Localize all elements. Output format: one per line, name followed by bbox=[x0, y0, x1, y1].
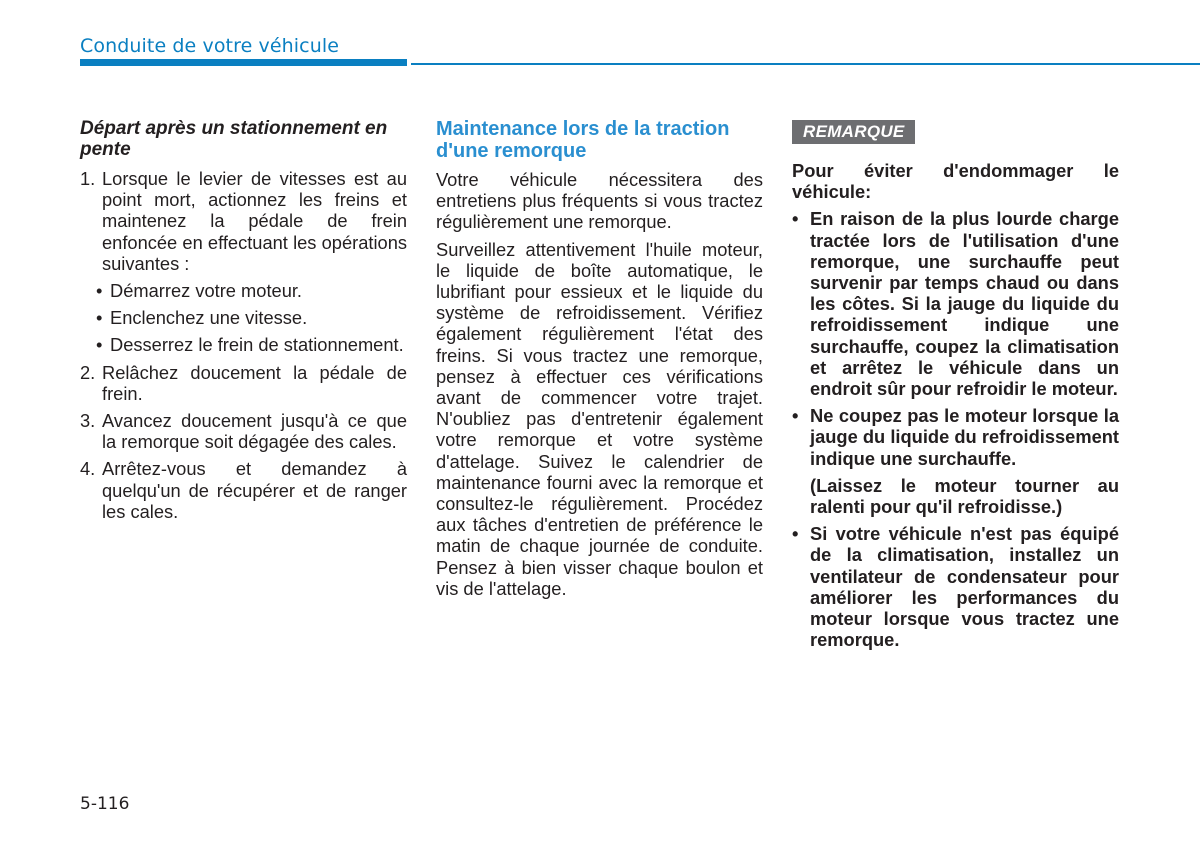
note-badge: REMARQUE bbox=[792, 120, 915, 144]
paragraph: Surveillez attentivement l'huile moteur, le liquide de boîte automatique, le lubrifiant pour essieux et le liquide du système de refroidissement. Vérifiez également régulièrement l'état des freins. Si vous tractez une remorque, pensez à effectuer ces vérifications avant de commencer votre trajet. N'oubliez pas d'entretenir également votre remorque et votre système d'attelage. Suivez le calendrier de maintenance fourni avec la remorque et consultez-le régulièrement. Procédez aux tâches d'entretien de préférence le matin de chaque journée de conduite. Pensez à bien visser chaque boulon et vis de l'attelage. bbox=[436, 238, 763, 599]
bullet-item: • Enclenchez une vitesse. bbox=[96, 307, 308, 329]
heading-hill-start: Départ après un stationnement en pente bbox=[80, 118, 388, 160]
note-bullet: • En raison de la plus lourde charge tractée lors de l'utilisation d'une remorque, une surchauffe peut survenir par temps chaud ou dans les côtes. Si la jauge du liquide du refroidissement indique une surchauffe, coupez la climatisation et arrêtez le véhicule dans un endroit sûr pour refroidir le moteur. bbox=[792, 208, 1119, 400]
bullet-item: • Desserrez le frein de stationnement. bbox=[96, 334, 404, 356]
list-item-step-3: 3. Avancez doucement jusqu'à ce que la remorque soit dégagée des cales. bbox=[80, 410, 407, 453]
list-item-step-4: 4. Arrêtez-vous et demandez à quelqu'un de récupérer et de ranger les cales. bbox=[80, 458, 407, 522]
list-item-step-2: 2. Relâchez doucement la pédale de frein. bbox=[80, 361, 407, 404]
list-item-step-1: 1. Lorsque le levier de vitesses est au point mort, actionnez les freins et maintenez la pédale de frein enfoncée en effectuant les opérations suivantes : bbox=[80, 168, 407, 274]
section-title: Conduite de votre véhicule bbox=[80, 35, 340, 57]
column-2 bbox=[436, 118, 763, 605]
column-3-note bbox=[792, 118, 1119, 656]
header-rule-thin bbox=[411, 63, 1200, 65]
bullet-item: • Démarrez votre moteur. bbox=[96, 280, 303, 302]
note-sub-text: (Laissez le moteur tourner au ralenti pour qu'il refroidisse.) bbox=[810, 474, 1119, 518]
heading-trailer-maintenance: Maintenance lors de la traction d'une remorque bbox=[436, 118, 730, 162]
column-1 bbox=[80, 118, 407, 528]
paragraph: Votre véhicule nécessitera des entretiens plus fréquents si vous tractez régulièrement une remorque. bbox=[436, 169, 763, 233]
note-bullet: • Si votre véhicule n'est pas équipé de la climatisation, installez un ventilateur de condensateur pour améliorer les performances du moteur lorsque vous tractez une remorque. bbox=[792, 523, 1119, 651]
note-lead: Pour éviter d'endommager le véhicule: bbox=[792, 160, 1119, 203]
page-number: 5-116 bbox=[80, 794, 130, 814]
note-bullet: • Ne coupez pas le moteur lorsque la jauge du liquide du refroidissement indique une surchauffe. bbox=[792, 405, 1119, 469]
header-rule-thick bbox=[80, 59, 407, 66]
